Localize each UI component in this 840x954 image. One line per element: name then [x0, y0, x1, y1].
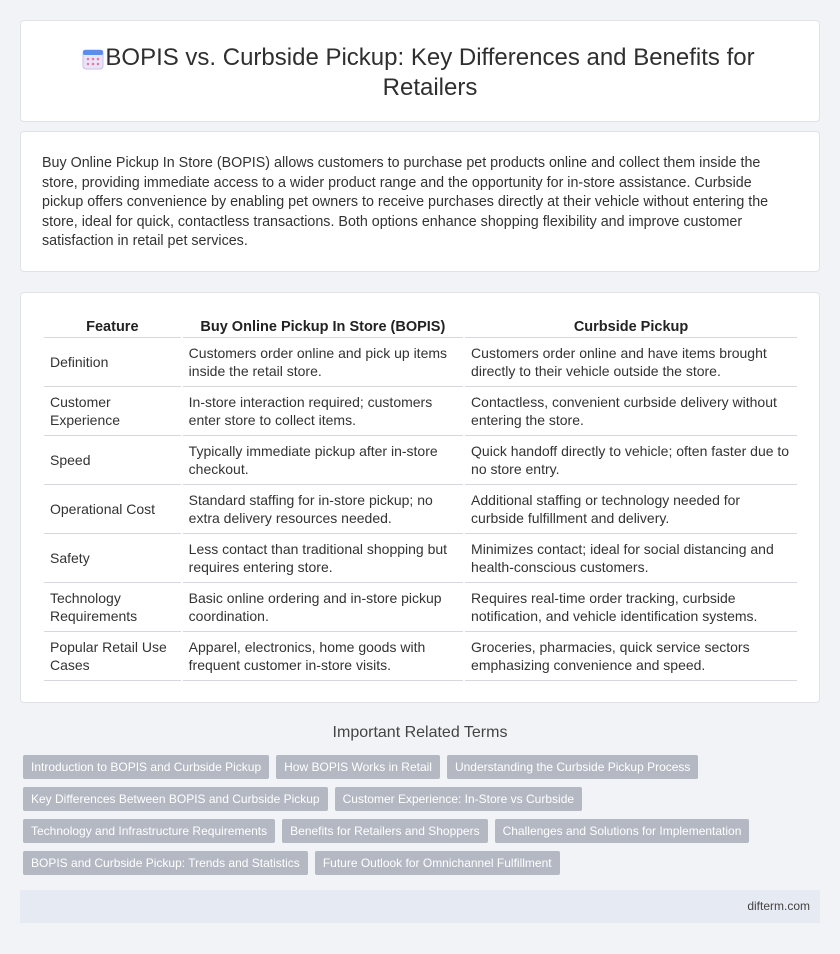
table-header-row	[44, 315, 797, 338]
footer-site-link[interactable]: difterm.com	[747, 899, 810, 913]
row-bopis: In-store interaction required; customers enter store to collect items.	[183, 387, 463, 436]
related-terms-list	[23, 755, 823, 883]
row-curbside: Groceries, pharmacies, quick service sectors emphasizing convenience and speed.	[465, 632, 797, 681]
comparison-table-card	[20, 292, 820, 703]
related-term-link[interactable]: Customer Experience: In-Store vs Curbside	[335, 787, 582, 811]
table-row	[44, 534, 797, 583]
related-term-link[interactable]: Challenges and Solutions for Implementation	[495, 819, 750, 843]
related-terms-title: Important Related Terms	[332, 724, 508, 741]
row-bopis: Less contact than traditional shopping but requires entering store.	[183, 534, 463, 583]
comparison-table	[42, 315, 799, 681]
row-bopis: Standard staffing for in-store pickup; no extra delivery resources needed.	[183, 485, 463, 534]
row-curbside: Additional staffing or technology needed for curbside fulfillment and delivery.	[465, 485, 797, 534]
related-term-link[interactable]: How BOPIS Works in Retail	[276, 755, 440, 779]
row-curbside: Requires real-time order tracking, curbside notification, and vehicle identification systems.	[465, 583, 797, 632]
row-bopis: Typically immediate pickup after in-store checkout.	[183, 436, 463, 485]
row-bopis: Customers order online and pick up items inside the retail store.	[183, 338, 463, 387]
row-bopis: Basic online ordering and in-store pickup coordination.	[183, 583, 463, 632]
header-curbside: Curbside Pickup	[465, 315, 797, 338]
related-term-link[interactable]: Future Outlook for Omnichannel Fulfillment	[315, 851, 560, 875]
table-row	[44, 583, 797, 632]
header-bopis: Buy Online Pickup In Store (BOPIS)	[183, 315, 463, 338]
row-feature: Operational Cost	[44, 485, 181, 534]
related-term-link[interactable]: Benefits for Retailers and Shoppers	[282, 819, 487, 843]
row-feature: Speed	[44, 436, 181, 485]
related-term-link[interactable]: Technology and Infrastructure Requirements	[23, 819, 275, 843]
row-feature: Customer Experience	[44, 387, 181, 436]
footer	[20, 890, 820, 923]
header-card	[20, 20, 820, 122]
table-row	[44, 485, 797, 534]
related-term-link[interactable]: Key Differences Between BOPIS and Curbside Pickup	[23, 787, 328, 811]
related-term-link[interactable]: BOPIS and Curbside Pickup: Trends and Statistics	[23, 851, 308, 875]
intro-paragraph: Buy Online Pickup In Store (BOPIS) allows customers to purchase pet products online and collect them inside the store, providing immediate access to a wider product range and the opportunity for in-store assistance. Curbside pickup offers convenience by enabling pet owners to receive purchases directly at their vehicle without entering the store, ideal for quick, contactless transactions. Both options enhance shopping flexibility and improve customer satisfaction in retail pet services.	[42, 155, 769, 250]
intro-card	[20, 131, 820, 272]
related-term-link[interactable]: Introduction to BOPIS and Curbside Pickup	[23, 755, 269, 779]
row-curbside: Contactless, convenient curbside delivery without entering the store.	[465, 387, 797, 436]
table-row	[44, 632, 797, 681]
related-term-link[interactable]: Understanding the Curbside Pickup Process	[447, 755, 698, 779]
row-curbside: Minimizes contact; ideal for social distancing and health-conscious customers.	[465, 534, 797, 583]
row-bopis: Apparel, electronics, home goods with frequent customer in-store visits.	[183, 632, 463, 681]
table-row	[44, 436, 797, 485]
table-row	[44, 338, 797, 387]
header-feature: Feature	[44, 315, 181, 338]
row-feature: Technology Requirements	[44, 583, 181, 632]
row-curbside: Customers order online and have items brought directly to their vehicle outside the store.	[465, 338, 797, 387]
row-feature: Popular Retail Use Cases	[44, 632, 181, 681]
page-title: BOPIS vs. Curbside Pickup: Key Differences and Benefits for Retailers	[105, 44, 755, 101]
table-row	[44, 387, 797, 436]
row-feature: Safety	[44, 534, 181, 583]
row-feature: Definition	[44, 338, 181, 387]
row-curbside: Quick handoff directly to vehicle; often faster due to no store entry.	[465, 436, 797, 485]
